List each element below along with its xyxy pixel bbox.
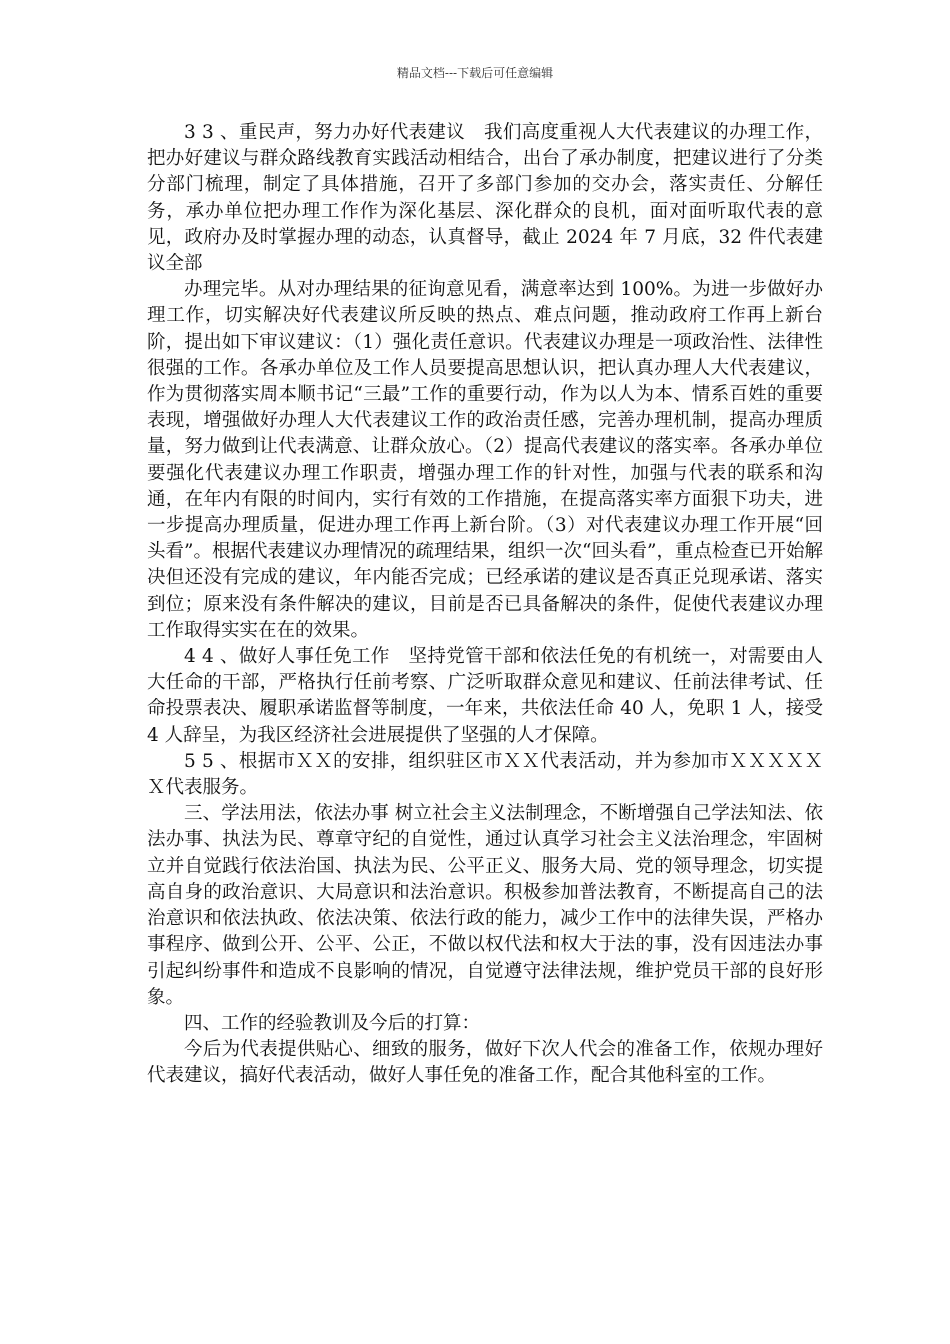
paragraph-handling-completed: 办理完毕。从对办理结果的征询意见看，满意率达到 100%。为进一步做好办理工作，切实解决好代表建议所反映的热点、难点问题，推动政府工作再上新台阶，提出如下审议建议：（1）强化责任意识。代表建议办理是一项政治性、法律性很强的工作。各承办单位及工作人员要提高思想认识，把认真办理人大代表建议，作为贯彻落实周本顺书记“三最”工作的重要行动，作为以人为本、情系百姓的重要表现，增强做好办理人大代表建议工作的政治责任感，完善办理机制，提高办理质量，努力做到让代表满意、让群众放心。（2）提高代表建议的落实率。各承办单位要强化代表建议办理工作职责，增强办理工作的针对性，加强与代表的联系和沟通，在年内有限的时间内，实行有效的工作措施，在提高落实率方面狠下功夫，进一步提高办理质量，促进办理工作再上新台阶。（3）对代表建议办理工作开展“回头看”。根据代表建议办理情况的疏理结果，组织一次“回头看”，重点检查已开始解决但还没有完成的建议，年内能否完成；已经承诺的建议是否真正兑现承诺、落实到位；原来没有条件解决的建议，目前是否已具备解决的条件，促使代表建议办理工作取得实实在在的效果。 [147,279,823,641]
paragraph-future-plans: 今后为代表提供贴心、细致的服务，做好下次人代会的准备工作，依规办理好代表建议，搞好代表活动，做好人事任免的准备工作，配合其他科室的工作。 [147,1039,823,1087]
paragraph-deputy-activities: 5 5 、根据市ＸＸ的安排，组织驻区市ＸＸ代表活动，并为参加市ＸＸＸＸＸＸ代表服务。 [147,750,823,799]
document-body [147,120,823,1090]
paragraph-lessons-heading: 四、工作的经验教训及今后的打算： [184,1012,481,1034]
paragraph-study-law: 三、学法用法，依法办事 树立社会主义法制理念，不断增强自己学法知法、依法办事、执法为民、尊章守纪的自觉性，通过认真学习社会主义法治理念，牢固树立并自觉践行依法治国、执法为民、公平正义、服务大局、党的领导理念，切实提高自身的政治意识、大局意识和法治意识。积极参加普法教育，不断提高自己的法治意识和依法执政、依法决策、依法行政的能力，减少工作中的法律失误，严格办事程序、做到公开、公平、公正，不做以权代法和权大于法的事，没有因违法办事引起纠纷事件和造成不良影响的情况，自觉遵守法律法规，维护党员干部的良好形象。 [147,803,823,1008]
paragraph-representative-suggestions: 3 3 、重民声，努力办好代表建议 我们高度重视人大代表建议的办理工作，把办好建议与群众路线教育实践活动相结合，出台了承办制度，把建议进行了分类分部门梳理，制定了具体措施，召开了多部门参加的交办会，落实责任、分解任务，承办单位把办理工作作为深化基层、深化群众的良机，面对面听取代表的意见，政府办及时掌握办理的动态，认真督导，截止 2024 年 7 月底，32 件代表建议全部 [147,122,823,275]
page-header: 精品文档---下载后可任意编辑 [396,66,554,80]
paragraph-personnel-appointments: 4 4 、做好人事任免工作 坚持党管干部和依法任免的有机统一，对需要由人大任命的干部，严格执行任前考察、广泛听取群众意见和建议、任前法律考试、任命投票表决、履职承诺监督等制度，一年来，共依法任命 40 人，免职 1 人，接受 4 人辞呈，为我区经济社会进展提供了坚强的人才保障。 [147,646,823,746]
